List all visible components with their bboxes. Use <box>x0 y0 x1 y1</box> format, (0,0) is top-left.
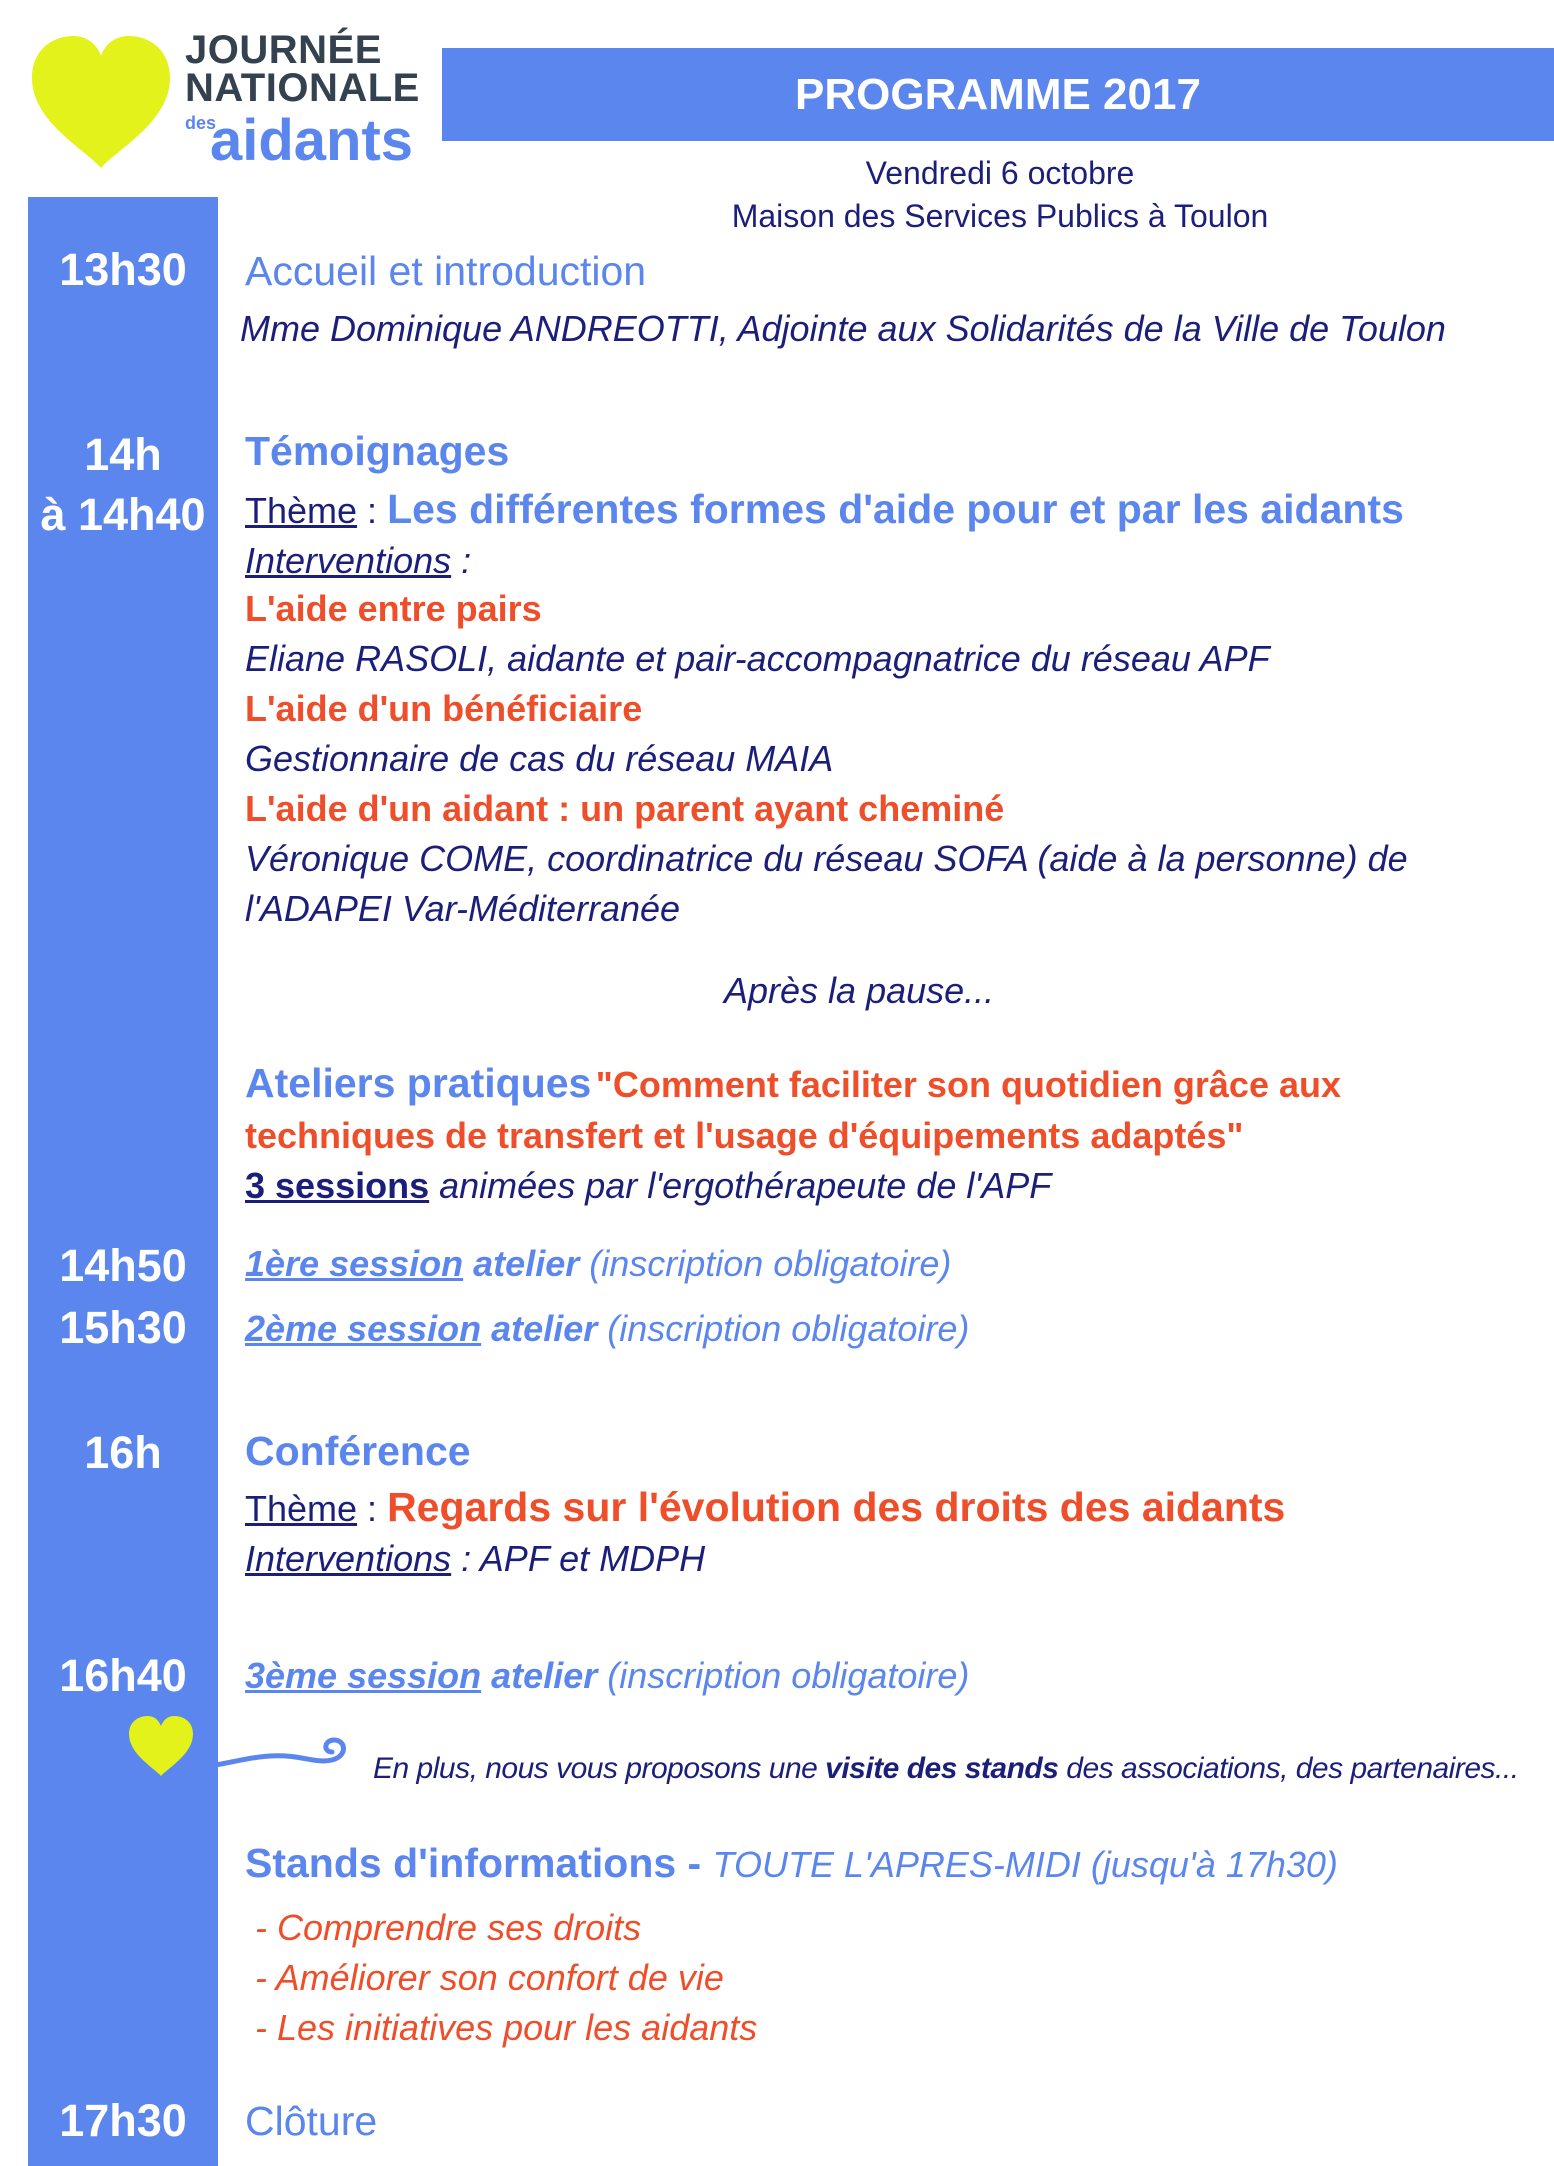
testimonies-theme: Les différentes formes d'aide pour et par les aidants <box>387 486 1404 532</box>
testimonies-theme-line <box>245 486 1404 533</box>
interventions-label: Interventions <box>245 540 452 581</box>
conference-interventions-label: Interventions <box>245 1538 452 1579</box>
stands-item-2: - Améliorer son confort de vie <box>255 1957 724 1998</box>
session-2-word: atelier <box>481 1308 598 1349</box>
closing-title: Clôture <box>245 2098 378 2144</box>
logo-text-aidants: aidants <box>210 108 414 173</box>
time-closing: 17h30 <box>59 2095 187 2146</box>
intervention-title-2: L'aide d'un bénéficiaire <box>245 688 643 729</box>
workshops-sessions-line <box>245 1165 1051 1206</box>
workshops-heading <box>245 1060 1341 1107</box>
conference-theme-label: Thème <box>245 1488 358 1529</box>
welcome-title: Accueil et introduction <box>245 248 647 294</box>
logo-text-nationale: NATIONALE <box>185 66 420 110</box>
theme-label: Thème <box>245 490 358 531</box>
intervention-title-3: L'aide d'un aidant : un parent ayant cheminé <box>245 788 1005 829</box>
time-testimonies-end: à 14h40 <box>40 489 206 540</box>
time-session-1: 14h50 <box>59 1240 187 1291</box>
extra-bold: visite des stands <box>825 1752 1059 1785</box>
session-1-line <box>245 1243 951 1284</box>
time-session-2: 15h30 <box>59 1302 187 1353</box>
stands-heading <box>245 1840 1338 1887</box>
session-1-note: (inscription obligatoire) <box>579 1243 952 1284</box>
conference-theme: Regards sur l'évolution des droits des aidants <box>387 1484 1286 1530</box>
stands-when: TOUTE L'APRES-MIDI (jusqu'à 17h30) <box>712 1844 1338 1885</box>
stands-item-3: - Les initiatives pour les aidants <box>255 2007 758 2048</box>
time-welcome: 13h30 <box>59 244 187 295</box>
conference-interventions-text: : APF et MDPH <box>451 1538 706 1579</box>
theme-separator: : <box>357 490 388 531</box>
time-session-3: 16h40 <box>59 1650 187 1701</box>
intervention-desc-1: Eliane RASOLI, aidante et pair-accompagnatrice du réseau APF <box>245 638 1270 679</box>
stands-title: Stands d'informations - <box>245 1840 713 1886</box>
session-1-label: 1ère session <box>245 1243 464 1284</box>
sessions-count: 3 sessions <box>245 1165 430 1206</box>
page-title: PROGRAMME 2017 <box>795 69 1201 119</box>
conference-title: Conférence <box>245 1428 471 1474</box>
conference-theme-separator: : <box>357 1488 388 1529</box>
session-3-note: (inscription obligatoire) <box>597 1655 970 1696</box>
session-1-word: atelier <box>463 1243 580 1284</box>
event-date: Vendredi 6 octobre <box>865 155 1135 191</box>
intervention-title-1: L'aide entre pairs <box>245 588 542 629</box>
workshops-title: Ateliers pratiques <box>245 1060 592 1106</box>
intervention-desc-3-cont: l'ADAPEI Var-Méditerranée <box>245 888 681 929</box>
session-3-word: atelier <box>481 1655 598 1696</box>
welcome-speaker: Mme Dominique ANDREOTTI, Adjointe aux Solidarités de la Ville de Toulon <box>240 308 1446 349</box>
logo-heart-icon <box>26 30 176 170</box>
interventions-separator: : <box>451 540 472 581</box>
event-place: Maison des Services Publics à Toulon <box>731 198 1269 234</box>
pause-note: Après la pause... <box>724 970 995 1011</box>
session-2-line <box>245 1308 969 1349</box>
intervention-desc-2: Gestionnaire de cas du réseau MAIA <box>245 738 834 779</box>
logo-text-journee: JOURNÉE <box>185 28 382 72</box>
time-conference: 16h <box>84 1427 162 1478</box>
session-2-note: (inscription obligatoire) <box>597 1308 970 1349</box>
workshops-subtitle-1: "Comment faciliter son quotidien grâce aux <box>595 1064 1342 1105</box>
session-3-label: 3ème session <box>245 1655 482 1696</box>
sessions-desc: animées par l'ergothérapeute de l'APF <box>429 1165 1052 1206</box>
time-testimonies-start: 14h <box>84 429 162 480</box>
conference-theme-line <box>245 1484 1285 1531</box>
programme-banner <box>442 48 1554 141</box>
interventions-line <box>245 540 471 581</box>
workshops-subtitle-2: techniques de transfert et l'usage d'équipements adaptés" <box>245 1115 1244 1156</box>
extra-visit-note <box>373 1752 1519 1786</box>
session-2-label: 2ème session <box>245 1308 482 1349</box>
conference-interventions-line <box>245 1538 705 1579</box>
session-3-line <box>245 1655 969 1696</box>
small-heart-icon <box>126 1714 196 1778</box>
stands-item-1: - Comprendre ses droits <box>255 1907 642 1948</box>
testimonies-title: Témoignages <box>245 428 510 474</box>
extra-prefix: En plus, nous vous proposons une <box>373 1752 826 1785</box>
extra-suffix: des associations, des partenaires... <box>1058 1752 1519 1785</box>
logo-text-des: des <box>185 113 217 133</box>
intervention-desc-3: Véronique COME, coordinatrice du réseau SOFA (aide à la personne) de <box>245 838 1408 879</box>
